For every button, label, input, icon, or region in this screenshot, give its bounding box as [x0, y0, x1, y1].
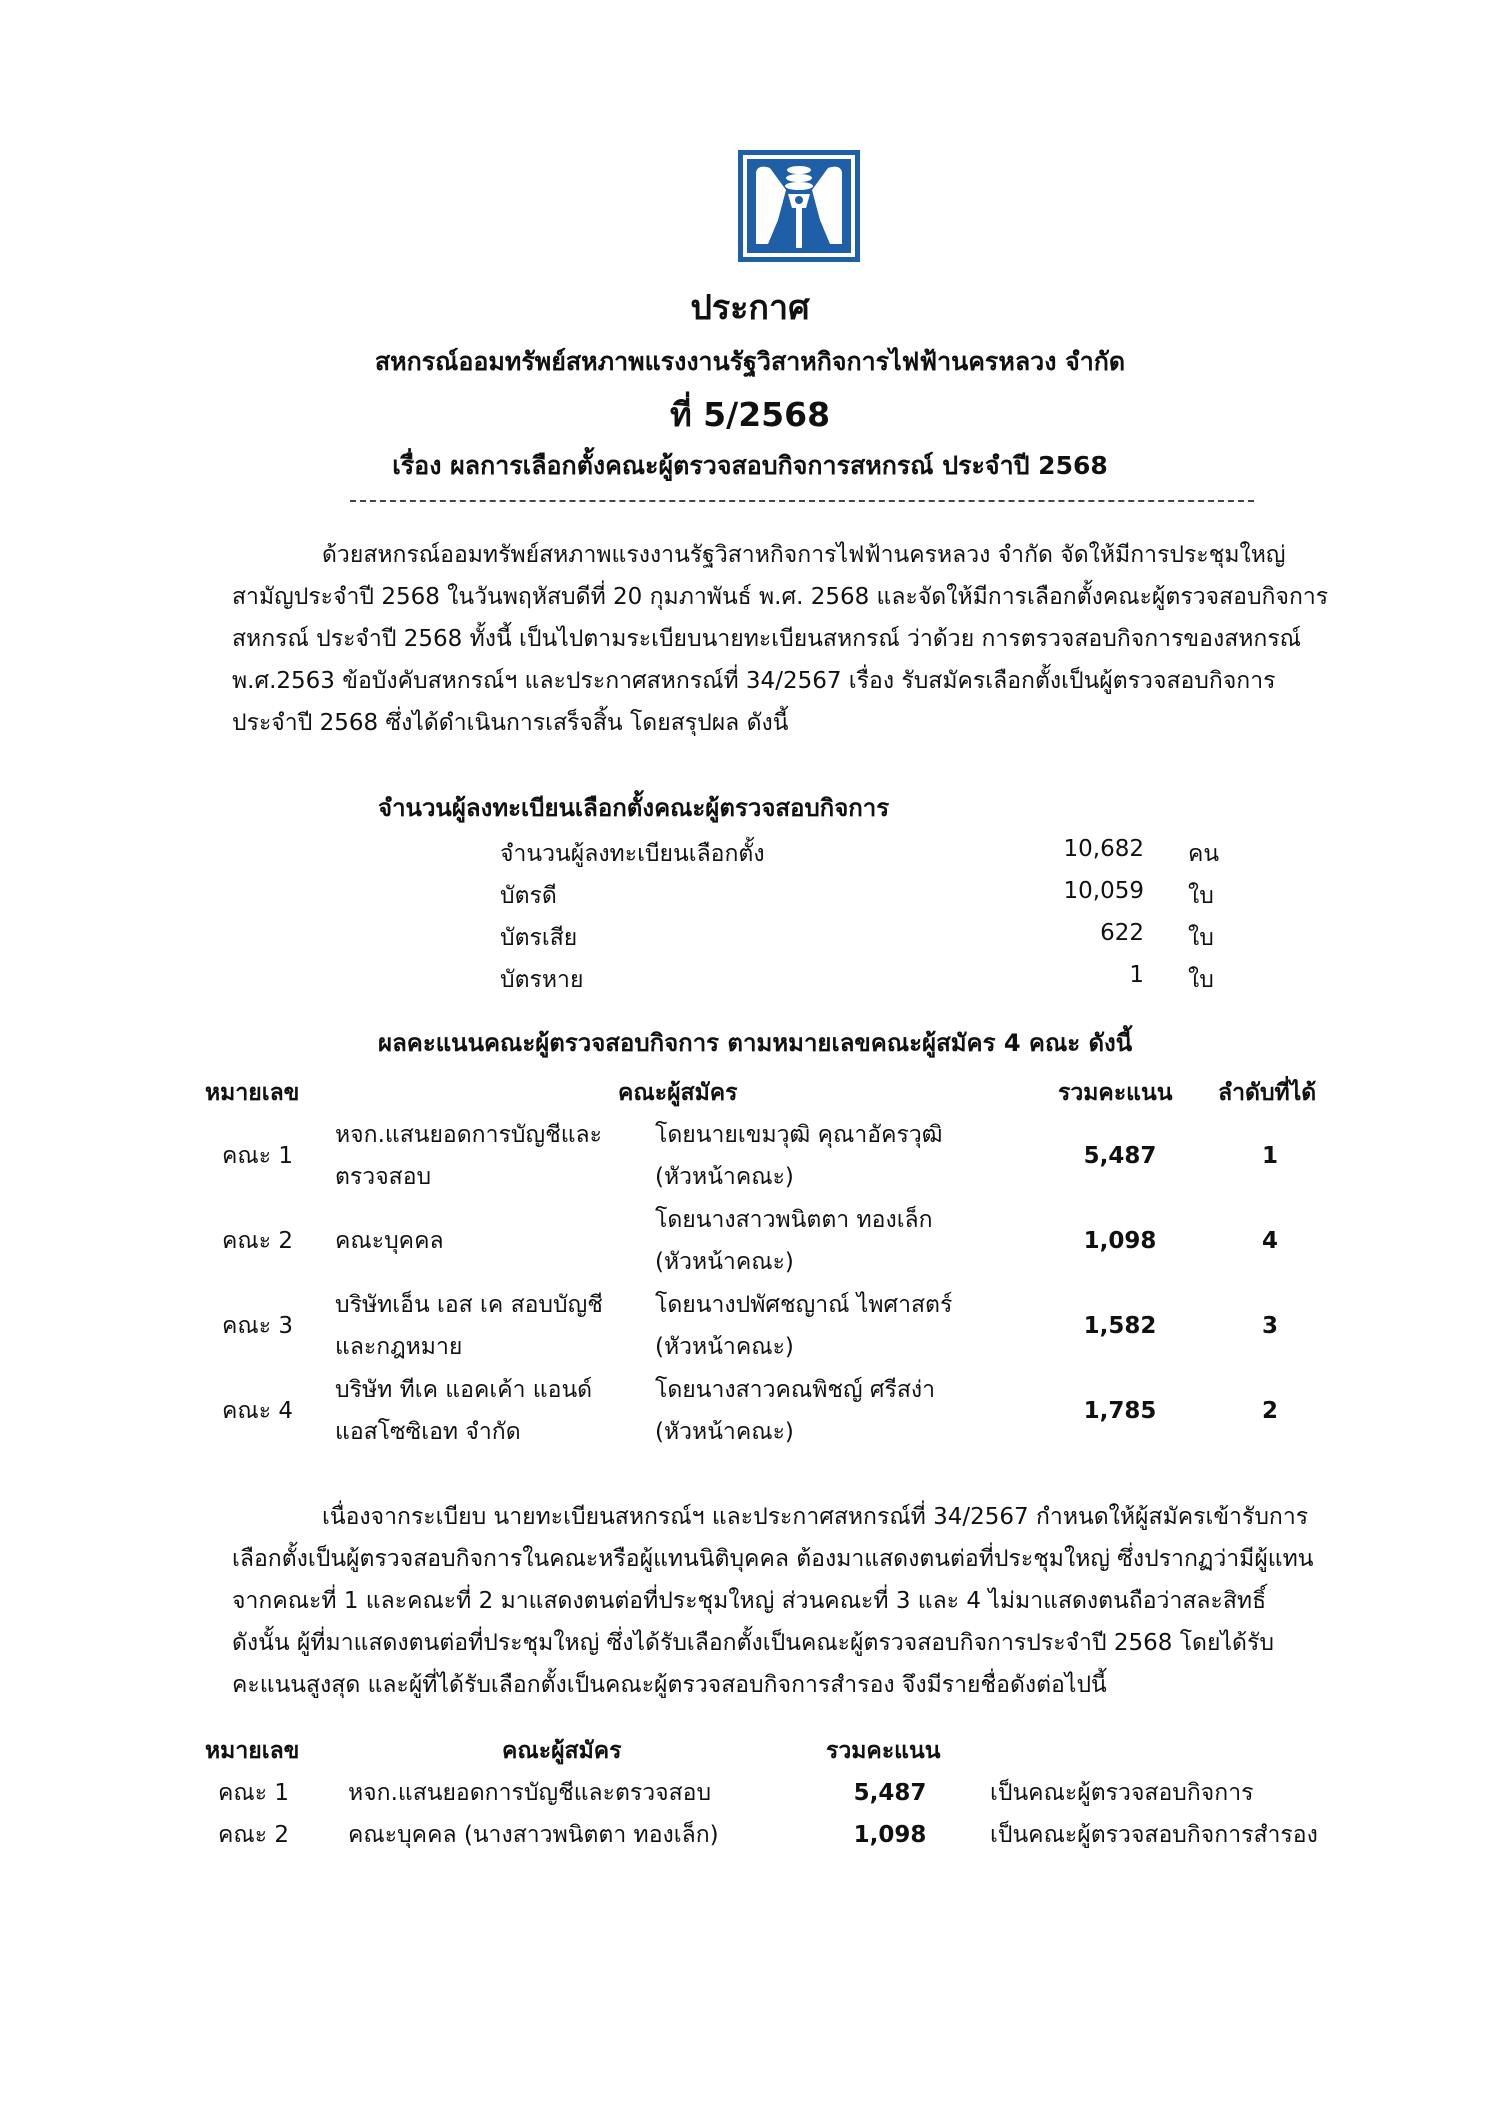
final-header-number: หมายเลข: [205, 1738, 300, 1764]
row-leader-line1: โดยนางสาวพนิตตา ทองเล็ก: [655, 1207, 933, 1233]
stat-unit: ใบ: [1188, 925, 1214, 951]
row-group-line1: บริษัท ทีเค แอคเค้า แอนด์: [335, 1377, 593, 1403]
cooperative-logo-icon: [738, 150, 860, 262]
final-row-score: 1,098: [853, 1822, 927, 1848]
conclusion-line: จากคณะที่ 1 และคณะที่ 2 มาแสดงตนต่อที่ประชุมใหญ่ ส่วนคณะที่ 3 และ 4 ไม่มาแสดงตนถือว่าสละสิทธิ์: [232, 1588, 1267, 1614]
stat-label: จำนวนผู้ลงทะเบียนเลือกตั้ง: [500, 841, 765, 867]
row-group-line1: หจก.แสนยอดการบัญชีและ: [335, 1122, 602, 1148]
row-number: คณะ 3: [222, 1313, 294, 1339]
final-row-status: เป็นคณะผู้ตรวจสอบกิจการ: [990, 1780, 1254, 1806]
conclusion-paragraph: [232, 1496, 1362, 1706]
row-score: 1,098: [1083, 1228, 1157, 1254]
row-leader-line2: (หัวหน้าคณะ): [655, 1249, 794, 1275]
organization-name: สหกรณ์ออมทรัพย์สหภาพแรงงานรัฐวิสาหกิจการไฟฟ้านครหลวง จำกัด: [374, 347, 1126, 376]
final-header-score: รวมคะแนน: [826, 1738, 941, 1764]
registration-title: จำนวนผู้ลงทะเบียนเลือกตั้งคณะผู้ตรวจสอบกิจการ: [378, 794, 890, 822]
intro-line: สามัญประจำปี 2568 ในวันพฤหัสบดีที่ 20 กุมภาพันธ์ พ.ศ. 2568 และจัดให้มีการเลือกตั้งคณะผู้ตรวจสอบกิจการ: [232, 584, 1329, 610]
results-header-score: รวมคะแนน: [1058, 1080, 1173, 1106]
row-group-line2: แอสโซซิเอท จำกัด: [335, 1419, 521, 1445]
intro-line: สหกรณ์ ประจำปี 2568 ทั้งนี้ เป็นไปตามระเบียบนายทะเบียนสหกรณ์ ว่าด้วย การตรวจสอบกิจการของสหกรณ์: [232, 626, 1302, 652]
registration-row: [500, 878, 1220, 918]
row-leader-line1: โดยนางปพัศชญาณ์ ไพศาสตร์: [655, 1292, 953, 1318]
stat-value: 10,059: [1063, 878, 1144, 904]
stat-label: บัตรเสีย: [500, 925, 578, 951]
conclusion-line: เลือกตั้งเป็นผู้ตรวจสอบกิจการในคณะหรือผู้แทนนิติบุคคล ต้องมาแสดงตนต่อที่ประชุมใหญ่ ซึ่งปรากฏว่ามีผู้แทน: [232, 1546, 1314, 1572]
conclusion-line: เนื่องจากระเบียบ นายทะเบียนสหกรณ์ฯ และประกาศสหกรณ์ที่ 34/2567 กำหนดให้ผู้สมัครเข้ารับการ: [322, 1504, 1309, 1530]
row-rank: 4: [1261, 1228, 1278, 1254]
registration-row: [500, 920, 1220, 960]
row-number: คณะ 4: [222, 1398, 294, 1424]
row-leader-line1: โดยนางสาวคณพิชญ์ ศรีสง่า: [655, 1377, 936, 1403]
row-score: 1,785: [1083, 1398, 1157, 1424]
final-row-number: คณะ 2: [218, 1822, 290, 1848]
stat-unit: ใบ: [1188, 883, 1214, 909]
results-title: ผลคะแนนคณะผู้ตรวจสอบกิจการ ตามหมายเลขคณะผู้สมัคร 4 คณะ ดังนี้: [378, 1029, 1133, 1057]
header-divider: [350, 500, 1254, 502]
row-leader-line1: โดยนายเขมวุฒิ คุณาอัครวุฒิ: [655, 1122, 943, 1148]
final-row-candidate: หจก.แสนยอดการบัญชีและตรวจสอบ: [348, 1780, 712, 1806]
row-rank: 3: [1261, 1313, 1278, 1339]
row-group-line1: บริษัทเอ็น เอส เค สอบบัญชี: [335, 1292, 603, 1318]
announcement-title: ประกาศ: [690, 288, 810, 328]
announcement-subject: เรื่อง ผลการเลือกตั้งคณะผู้ตรวจสอบกิจการสหกรณ์ ประจำปี 2568: [392, 451, 1108, 480]
row-score: 5,487: [1083, 1143, 1157, 1169]
stat-unit: คน: [1188, 841, 1220, 867]
final-row-number: คณะ 1: [218, 1780, 290, 1806]
final-row-candidate: คณะบุคคล (นางสาวพนิตตา ทองเล็ก): [348, 1822, 719, 1848]
stat-value: 10,682: [1063, 836, 1144, 862]
row-leader-line2: (หัวหน้าคณะ): [655, 1334, 794, 1360]
row-number: คณะ 1: [222, 1143, 294, 1169]
intro-paragraph: [232, 534, 1362, 744]
intro-line: ด้วยสหกรณ์ออมทรัพย์สหภาพแรงงานรัฐวิสาหกิจการไฟฟ้านครหลวง จำกัด จัดให้มีการประชุมใหญ่: [322, 542, 1286, 568]
row-group-line2: และกฎหมาย: [335, 1334, 463, 1360]
final-header-candidate: คณะผู้สมัคร: [502, 1738, 622, 1764]
row-leader-line2: (หัวหน้าคณะ): [655, 1419, 794, 1445]
registration-row: [500, 962, 1220, 1002]
final-row-score: 5,487: [853, 1780, 927, 1806]
registration-row: [500, 836, 1220, 876]
stat-unit: ใบ: [1188, 967, 1214, 993]
row-score: 1,582: [1083, 1313, 1157, 1339]
results-header-number: หมายเลข: [205, 1080, 300, 1106]
intro-line: ประจำปี 2568 ซึ่งได้ดำเนินการเสร็จสิ้น โดยสรุปผล ดังนี้: [232, 710, 789, 736]
stat-value: 622: [1100, 920, 1144, 946]
results-header-rank: ลำดับที่ได้: [1218, 1080, 1317, 1106]
intro-line: พ.ศ.2563 ข้อบังคับสหกรณ์ฯ และประกาศสหกรณ์ที่ 34/2567 เรื่อง รับสมัครเลือกตั้งเป็นผู้ตรวจสอบกิจการ: [232, 668, 1276, 694]
row-rank: 2: [1261, 1398, 1278, 1424]
stat-label: บัตรดี: [500, 883, 557, 909]
stat-label: บัตรหาย: [500, 967, 584, 993]
row-group-line2: ตรวจสอบ: [335, 1164, 432, 1190]
results-header-candidate: คณะผู้สมัคร: [618, 1080, 738, 1106]
stat-value: 1: [1129, 962, 1144, 988]
announcement-number: ที่ 5/2568: [669, 395, 831, 434]
row-rank: 1: [1261, 1143, 1278, 1169]
final-row-status: เป็นคณะผู้ตรวจสอบกิจการสำรอง: [990, 1822, 1318, 1848]
conclusion-line: ดังนั้น ผู้ที่มาแสดงตนต่อที่ประชุมใหญ่ ซึ่งได้รับเลือกตั้งเป็นคณะผู้ตรวจสอบกิจการประจำปี 2568 โดยได้รับ: [232, 1630, 1274, 1656]
row-number: คณะ 2: [222, 1228, 294, 1254]
row-group-line1: คณะบุคคล: [335, 1228, 444, 1254]
row-leader-line2: (หัวหน้าคณะ): [655, 1164, 794, 1190]
conclusion-line: คะแนนสูงสุด และผู้ที่ได้รับเลือกตั้งเป็นคณะผู้ตรวจสอบกิจการสำรอง จึงมีรายชื่อดังต่อไปนี้: [232, 1672, 1107, 1698]
